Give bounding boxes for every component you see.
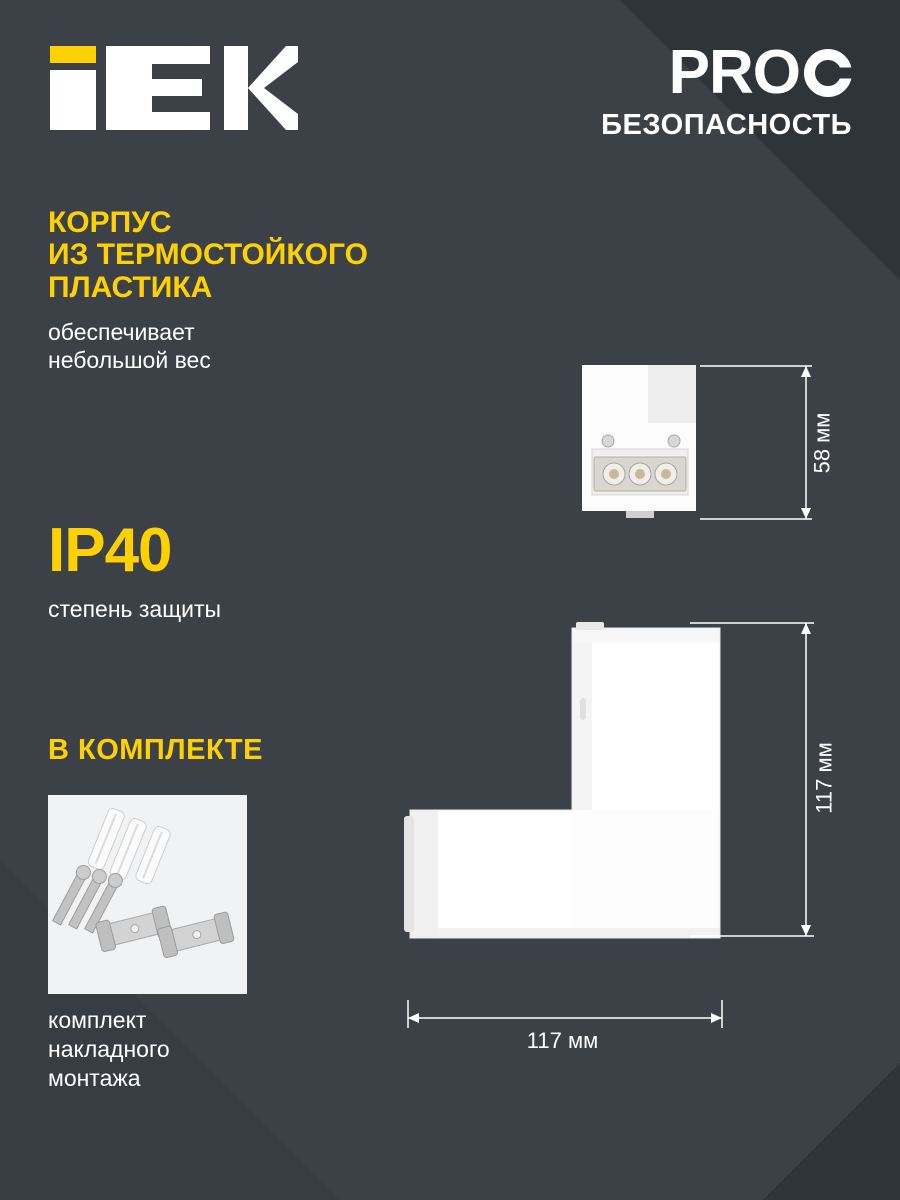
mounting-kit-caption-line-3: монтажа [48, 1064, 141, 1091]
iek-logo [48, 44, 298, 132]
product-top-view [578, 361, 698, 521]
dimension-height-main-view-label: 117 мм [812, 742, 837, 814]
dimension-height-main-view [690, 618, 850, 938]
feature-included-kit [48, 735, 263, 766]
feature-ip-rating [48, 518, 221, 623]
feature-ip-rating-title: IP40 [48, 516, 172, 585]
pro-safety-badge [601, 38, 852, 142]
pro-subtitle: БЕЗОПАСНОСТЬ [601, 108, 852, 141]
dimension-height-top-view-label: 58 мм [809, 412, 834, 474]
feature-ip-rating-desc: степень защиты [48, 595, 222, 622]
mounting-kit-caption-line-1: комплект [48, 1007, 147, 1033]
feature-included-kit-title: В КОМПЛЕКТЕ [48, 734, 263, 766]
feature-housing-title [48, 207, 368, 304]
mounting-kit-caption-line-2: накладного [48, 1035, 170, 1062]
pro-label: PRO [668, 38, 800, 107]
product-main-view [404, 620, 724, 945]
feature-housing-desc-line-2: небольшой вес [48, 347, 211, 374]
feature-housing-title-line-2: ИЗ ТЕРМОСТОЙКОГО [48, 238, 368, 272]
dimension-height-top-view [700, 361, 840, 526]
pro-o-ring-icon [804, 49, 852, 97]
dimension-width-main-view [400, 1000, 730, 1070]
feature-housing-title-line-3: ПЛАСТИКА [48, 270, 213, 304]
feature-housing-desc [48, 318, 368, 374]
dimension-width-main-view-label: 117 мм [526, 1028, 599, 1053]
feature-housing [48, 207, 368, 374]
feature-housing-title-line-1: КОРПУС [48, 206, 172, 239]
mounting-kit-photo [48, 795, 247, 994]
feature-housing-desc-line-1: обеспечивает [48, 319, 195, 346]
mounting-kit-caption [48, 1006, 170, 1092]
